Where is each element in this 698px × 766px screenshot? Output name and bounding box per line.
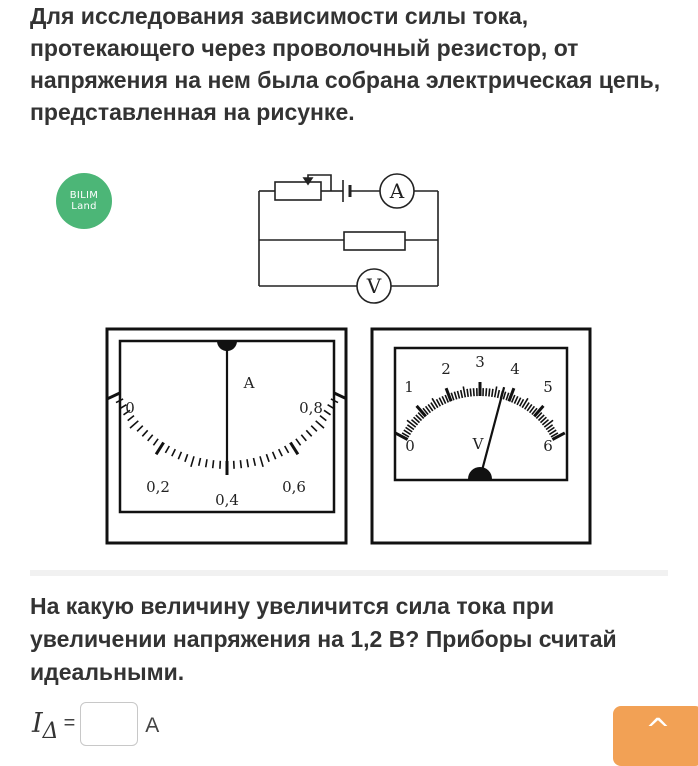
answer-input[interactable] [80, 702, 138, 746]
ammeter-scale-tick [191, 456, 194, 467]
ammeter-scale-tick [130, 421, 138, 428]
voltmeter-label-3: 3 [475, 353, 485, 371]
ammeter-label-0-4: 0,4 [215, 491, 239, 509]
voltmeter-scale-tick [495, 387, 497, 398]
ammeter-scale-tick [311, 426, 317, 432]
ammeter-scale-tick [240, 460, 241, 468]
ammeter-scale-tick [301, 435, 306, 441]
ammeter-scale-tick [172, 449, 176, 456]
ammeter-label-0-6: 0,6 [282, 478, 306, 496]
followup-question-text: На какую величину увеличится сила тока при увеличении напряжения на 1,2 В? Приборы считай идеальными. [30, 590, 670, 689]
ammeter-scale-tick [156, 443, 164, 455]
voltmeter-label-5: 5 [543, 378, 553, 396]
ammeter-pivot [217, 341, 237, 351]
ammeter-scale-tick [178, 452, 181, 459]
rheostat [275, 182, 321, 200]
ammeter-scale-tick [247, 459, 248, 467]
voltmeter-scale-tick [467, 389, 468, 397]
ammeter-scale-tick [137, 426, 143, 432]
ammeter-scale-tick [213, 460, 214, 468]
voltmeter-scale-tick [463, 387, 465, 398]
ammeter-scale-tick [199, 458, 201, 466]
ammeter-scale-tick [266, 454, 269, 462]
ammeter-label-0: 0 [125, 399, 135, 417]
ammeter-scale-tick [296, 439, 301, 446]
ammeter-scale-tick [316, 421, 324, 428]
ammeter-scale-tick [285, 446, 289, 453]
ammeter-scale-tick [279, 449, 283, 456]
voltmeter-dial [372, 329, 590, 543]
voltmeter-scale-tick [498, 390, 500, 398]
voltmeter-scale-tick [470, 389, 471, 397]
scroll-up-button[interactable] [613, 706, 698, 766]
ammeter-unit-label: A [243, 374, 255, 392]
voltmeter-needle [480, 387, 504, 478]
circuit-and-meters-figure [0, 160, 698, 560]
voltmeter-scale-tick [552, 433, 564, 440]
chevron-up-icon: ^ [645, 716, 670, 766]
ammeter-symbol-label: A [389, 179, 405, 203]
logo-line-1: BILIM [70, 190, 98, 201]
resistor [344, 232, 405, 250]
ammeter-scale-tick [273, 452, 276, 459]
voltmeter-label-4: 4 [510, 360, 520, 378]
voltmeter-pivot [468, 467, 492, 479]
ammeter-scale-tick [185, 454, 188, 462]
voltmeter-scale-tick [474, 388, 475, 396]
voltmeter-label-1: 1 [404, 378, 414, 396]
logo-line-2: Land [71, 201, 97, 212]
answer-unit: А [145, 714, 159, 738]
voltmeter-label-0: 0 [405, 437, 415, 455]
answer-variable: $I_\Delta$ [32, 708, 59, 744]
ammeter-scale-tick [290, 443, 298, 455]
ammeter-scale-tick [324, 410, 331, 415]
voltmeter-scale-tick [486, 388, 487, 396]
question-text: Для исследования зависимости силы тока, протекающего через проволочный резистор, от напряжения на нем была собрана электрическая цепь, представленная на рисунке. [30, 0, 670, 128]
ammeter-scale-tick [206, 459, 207, 467]
ammeter-scale-tick [165, 446, 169, 453]
voltmeter-scale-tick [489, 389, 490, 397]
answer-variable-subscript: Δ [43, 719, 59, 744]
voltmeter-label-6: 6 [543, 437, 553, 455]
voltmeter-scale-tick [458, 391, 460, 399]
answer-row [32, 702, 159, 742]
voltmeter-scale-tick [442, 396, 445, 403]
answer-equals-sign: = [64, 712, 76, 735]
ammeter-label-0-2: 0,2 [146, 478, 170, 496]
ammeter-scale-tick [142, 430, 147, 436]
voltmeter-scale-tick [461, 390, 463, 398]
voltmeter-scale-ticks [395, 382, 565, 440]
ammeter-scale-tick [107, 393, 120, 399]
voltmeter-unit-label: V [472, 435, 485, 453]
ammeter-scale-tick [254, 458, 256, 466]
ammeter-scale-tick [306, 430, 311, 436]
ammeter-scale-tick [148, 435, 153, 441]
voltmeter-scale-tick [454, 392, 456, 400]
ammeter-label-0-8: 0,8 [299, 399, 323, 417]
circuit-diagram [259, 174, 438, 303]
section-divider [30, 570, 668, 576]
voltmeter-scale-tick [492, 389, 493, 397]
ammeter-scale-tick [260, 456, 263, 467]
voltmeter-symbol-label: V [366, 274, 382, 298]
ammeter-scale-tick [153, 439, 158, 446]
ammeter-dial [107, 329, 347, 543]
voltmeter-scale-tick [514, 396, 517, 403]
voltmeter-label-2: 2 [441, 360, 451, 378]
